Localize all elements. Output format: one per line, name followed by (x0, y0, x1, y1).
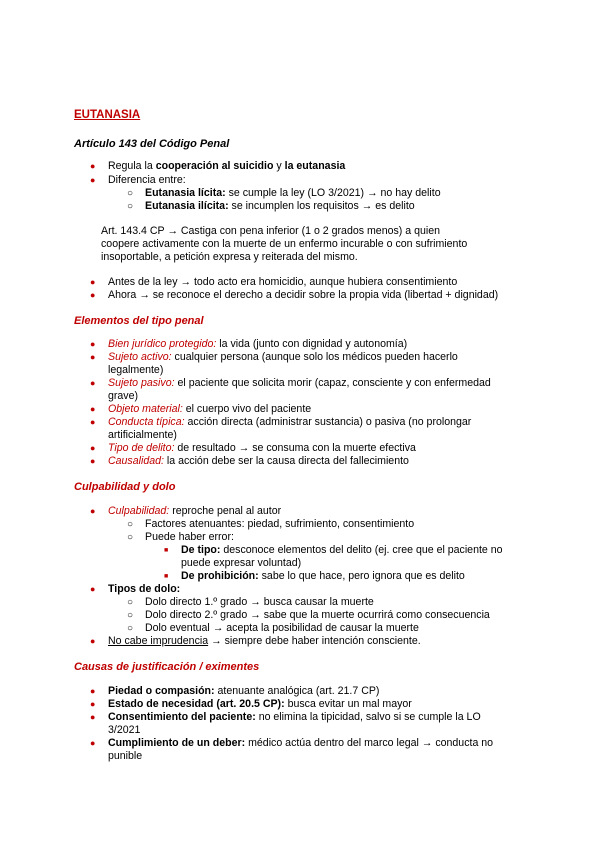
list-item-continuation: punible (108, 750, 143, 762)
list-item: Tipo de delito: de resultado → se consuma con la muerte efectiva (108, 442, 416, 454)
hollow-bullet-icon: ○ (127, 519, 134, 530)
list-item: Consentimiento del paciente: no elimina la tipicidad, salvo si se cumple la LO (108, 711, 481, 723)
list-item-continuation: puede expresar voluntad) (181, 557, 302, 569)
list-item: Objeto material: el cuerpo vivo del paciente (108, 403, 312, 415)
section-heading-culpabilidad: Culpabilidad y dolo (74, 481, 176, 493)
list-item: Piedad o compasión: atenuante analógica (art. 21.7 CP) (108, 685, 380, 697)
list-item: Dolo directo 2.º grado → sabe que la muerte ocurrirá como consecuencia (145, 609, 490, 621)
square-bullet-icon: ■ (164, 573, 169, 580)
list-item-continuation: grave) (108, 390, 139, 402)
list-item: Causalidad: la acción debe ser la causa directa del fallecimiento (108, 455, 409, 467)
bullet-icon: ● (90, 277, 96, 287)
bullet-icon: ● (90, 456, 96, 466)
list-item: De prohibición: sabe lo que hace, pero ignora que es delito (181, 570, 465, 582)
list-item-continuation: legalmente) (108, 364, 164, 376)
hollow-bullet-icon: ○ (127, 201, 134, 212)
paragraph-line: Art. 143.4 CP → Castiga con pena inferior (1 o 2 grados menos) a quien (101, 225, 440, 237)
list-item: Cumplimiento de un deber: médico actúa dentro del marco legal → conducta no (108, 737, 494, 749)
bullet-icon: ● (90, 378, 96, 388)
section-heading-causas: Causas de justificación / eximentes (74, 661, 260, 673)
hollow-bullet-icon: ○ (127, 597, 134, 608)
list-item: Ahora → se reconoce el derecho a decidir sobre la propia vida (libertad + dignidad) (108, 289, 499, 301)
bullet-icon: ● (90, 712, 96, 722)
list-item: Estado de necesidad (art. 20.5 CP): busca evitar un mal mayor (108, 698, 412, 710)
hollow-bullet-icon: ○ (127, 532, 134, 543)
hollow-bullet-icon: ○ (127, 188, 134, 199)
list-item: Dolo eventual → acepta la posibilidad de causar la muerte (145, 622, 419, 634)
bullet-icon: ● (90, 584, 96, 594)
bullet-icon: ● (90, 506, 96, 516)
bullet-icon: ● (90, 417, 96, 427)
list-item: No cabe imprudencia → siempre debe haber intención consciente. (108, 635, 421, 647)
paragraph-line: insoportable, a petición expresa y reiterada del mismo. (101, 251, 358, 263)
bullet-icon: ● (90, 443, 96, 453)
list-item: Tipos de dolo: (108, 583, 181, 595)
square-bullet-icon: ■ (164, 547, 169, 554)
list-item: Antes de la ley → todo acto era homicidio, aunque hubiera consentimiento (108, 276, 458, 288)
list-item: Eutanasia lícita: se cumple la ley (LO 3/2021) → no hay delito (145, 187, 441, 199)
bullet-icon: ● (90, 352, 96, 362)
hollow-bullet-icon: ○ (127, 623, 134, 634)
list-item: De tipo: desconoce elementos del delito (ej. cree que el paciente no (181, 544, 503, 556)
bullet-icon: ● (90, 175, 96, 185)
list-item: Regula la cooperación al suicidio y la eutanasia (108, 160, 346, 172)
section-heading-elementos: Elementos del tipo penal (74, 315, 204, 327)
bullet-icon: ● (90, 339, 96, 349)
list-item: Bien jurídico protegido: la vida (junto con dignidad y autonomía) (108, 338, 408, 350)
bullet-icon: ● (90, 738, 96, 748)
paragraph-line: coopere activamente con la muerte de un enfermo incurable o con sufrimiento (101, 238, 468, 250)
list-item: Eutanasia ilícita: se incumplen los requisitos → es delito (145, 200, 415, 212)
list-item: Factores atenuantes: piedad, sufrimiento, consentimiento (145, 518, 415, 530)
list-item: Conducta típica: acción directa (administrar sustancia) o pasiva (no prolongar (108, 416, 472, 428)
bullet-icon: ● (90, 290, 96, 300)
list-item: Diferencia entre: (108, 174, 186, 186)
bullet-icon: ● (90, 699, 96, 709)
list-item-continuation: 3/2021 (108, 724, 141, 736)
bullet-icon: ● (90, 686, 96, 696)
bullet-icon: ● (90, 636, 96, 646)
hollow-bullet-icon: ○ (127, 610, 134, 621)
list-item: Culpabilidad: reproche penal al autor (108, 505, 282, 517)
list-item: Puede haber error: (145, 531, 234, 543)
document-title: EUTANASIA (74, 109, 141, 121)
section-heading-articulo-143: Artículo 143 del Código Penal (74, 138, 230, 150)
bullet-icon: ● (90, 161, 96, 171)
list-item: Sujeto activo: cualquier persona (aunque solo los médicos pueden hacerlo (108, 351, 458, 363)
list-item: Dolo directo 1.º grado → busca causar la muerte (145, 596, 374, 608)
list-item-continuation: artificialmente) (108, 429, 177, 441)
list-item: Sujeto pasivo: el paciente que solicita morir (capaz, consciente y con enfermedad (108, 377, 491, 389)
bullet-icon: ● (90, 404, 96, 414)
